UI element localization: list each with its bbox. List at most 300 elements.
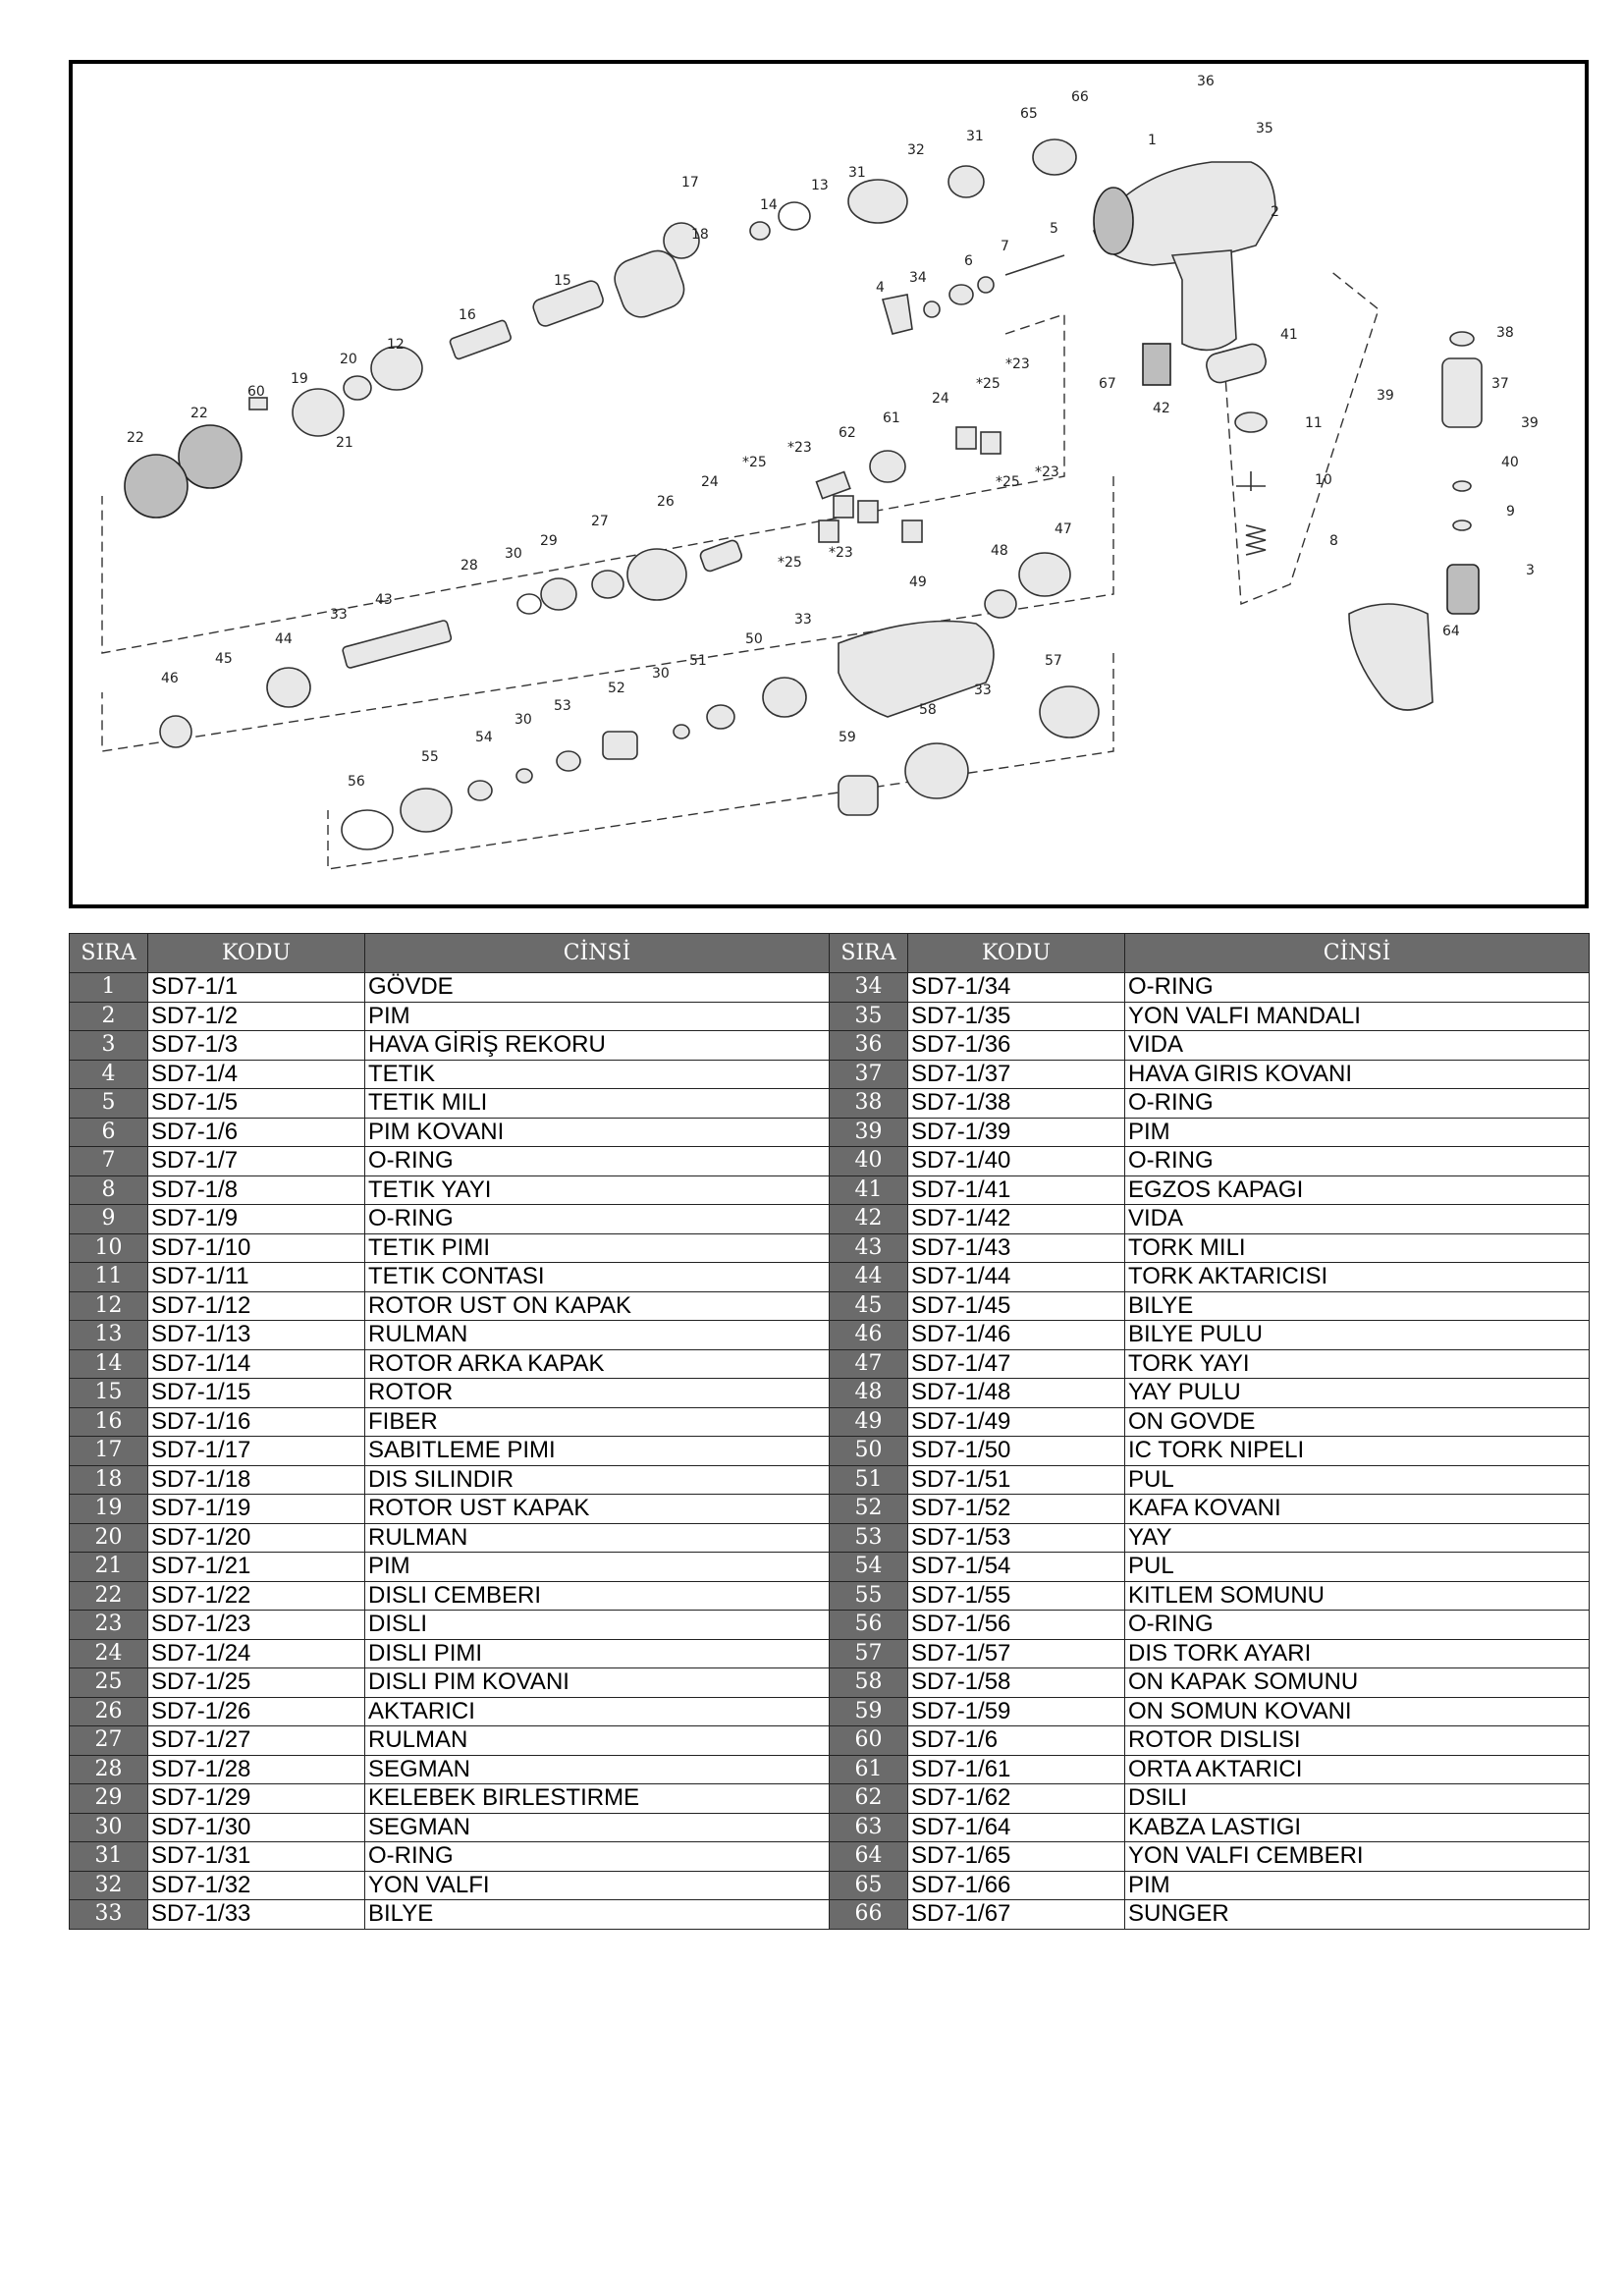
- part-no-cell-right: 66: [830, 1900, 908, 1930]
- callout-56: 56: [348, 774, 365, 790]
- callout-39a: 39: [1377, 388, 1394, 404]
- part-code-cell-left: SD7-1/31: [148, 1842, 365, 1872]
- part-no-cell-left: 28: [70, 1755, 148, 1784]
- part-no-cell-right: 55: [830, 1581, 908, 1611]
- callout-57: 57: [1045, 653, 1062, 669]
- housing-part: [1094, 162, 1275, 350]
- part-no-cell-left: 7: [70, 1147, 148, 1176]
- part-code-cell-right: SD7-1/34: [908, 973, 1125, 1003]
- table-row: [70, 1349, 1590, 1379]
- table-row: [70, 1407, 1590, 1437]
- part-no-cell-left: 12: [70, 1291, 148, 1321]
- callout-23d: *23: [829, 545, 853, 561]
- part-code-cell-right: SD7-1/41: [908, 1175, 1125, 1205]
- callout-5: 5: [1050, 221, 1058, 237]
- table-row: [70, 1813, 1590, 1842]
- callout-47: 47: [1055, 521, 1072, 537]
- part-name-cell-right: ON KAPAK SOMUNU: [1125, 1668, 1590, 1698]
- part-name-cell-left: PIM KOVANI: [365, 1118, 830, 1147]
- part-no-cell-left: 33: [70, 1900, 148, 1930]
- callout-54: 54: [475, 730, 493, 745]
- table-header-row: [70, 934, 1590, 973]
- table-row: [70, 1581, 1590, 1611]
- part-no-cell-left: 22: [70, 1581, 148, 1611]
- part-code-cell-left: SD7-1/14: [148, 1349, 365, 1379]
- table-row: [70, 1553, 1590, 1582]
- front-assembly-parts: [342, 553, 1099, 849]
- callout-15: 15: [554, 273, 571, 289]
- callout-28: 28: [460, 558, 478, 574]
- callout-4: 4: [876, 280, 885, 296]
- callout-6: 6: [964, 253, 973, 269]
- part-no-cell-left: 5: [70, 1089, 148, 1119]
- callout-48: 48: [991, 543, 1008, 559]
- part-code-cell-right: SD7-1/64: [908, 1813, 1125, 1842]
- part-name-cell-right: O-RING: [1125, 1089, 1590, 1119]
- part-name-cell-right: VIDA: [1125, 1031, 1590, 1061]
- part-no-cell-left: 20: [70, 1523, 148, 1553]
- part-no-cell-left: 16: [70, 1407, 148, 1437]
- callout-45: 45: [215, 651, 233, 667]
- part-code-cell-left: SD7-1/5: [148, 1089, 365, 1119]
- guide-line-upper: [102, 314, 1064, 653]
- part-no-cell-left: 9: [70, 1205, 148, 1234]
- part-code-cell-left: SD7-1/32: [148, 1871, 365, 1900]
- part-code-cell-left: SD7-1/8: [148, 1175, 365, 1205]
- part-code-cell-left: SD7-1/11: [148, 1263, 365, 1292]
- part-no-cell-right: 63: [830, 1813, 908, 1842]
- table-row: [70, 1495, 1590, 1524]
- callout-9: 9: [1506, 504, 1515, 519]
- part-code-cell-left: SD7-1/13: [148, 1321, 365, 1350]
- part-no-cell-right: 57: [830, 1639, 908, 1668]
- callout-60: 60: [247, 384, 265, 400]
- part-no-cell-left: 24: [70, 1639, 148, 1668]
- part-code-cell-left: SD7-1/19: [148, 1495, 365, 1524]
- callout-30c: 30: [514, 712, 532, 728]
- part-name-cell-right: EGZOS KAPAGI: [1125, 1175, 1590, 1205]
- part-name-cell-left: FIBER: [365, 1407, 830, 1437]
- part-no-cell-left: 17: [70, 1437, 148, 1466]
- part-code-cell-right: SD7-1/54: [908, 1553, 1125, 1582]
- part-code-cell-left: SD7-1/1: [148, 973, 365, 1003]
- table-row: [70, 1611, 1590, 1640]
- part-name-cell-right: KAFA KOVANI: [1125, 1495, 1590, 1524]
- part-no-cell-left: 8: [70, 1175, 148, 1205]
- part-no-cell-right: 62: [830, 1784, 908, 1814]
- part-code-cell-left: SD7-1/3: [148, 1031, 365, 1061]
- part-no-cell-right: 40: [830, 1147, 908, 1176]
- callout-27: 27: [591, 514, 609, 529]
- table-row: [70, 1379, 1590, 1408]
- part-code-cell-left: SD7-1/21: [148, 1553, 365, 1582]
- part-name-cell-right: O-RING: [1125, 1147, 1590, 1176]
- callout-26: 26: [657, 494, 675, 510]
- callout-44: 44: [275, 631, 293, 647]
- part-name-cell-left: RULMAN: [365, 1321, 830, 1350]
- part-no-cell-right: 46: [830, 1321, 908, 1350]
- table-row: [70, 1089, 1590, 1119]
- part-name-cell-right: YAY: [1125, 1523, 1590, 1553]
- part-name-cell-left: AKTARICI: [365, 1697, 830, 1726]
- part-no-cell-right: 41: [830, 1175, 908, 1205]
- callout-37: 37: [1491, 376, 1509, 392]
- part-code-cell-right: SD7-1/57: [908, 1639, 1125, 1668]
- callout-12: 12: [387, 337, 405, 353]
- callout-11: 11: [1305, 415, 1323, 431]
- part-no-cell-right: 42: [830, 1205, 908, 1234]
- part-code-cell-left: SD7-1/28: [148, 1755, 365, 1784]
- part-code-cell-right: SD7-1/40: [908, 1147, 1125, 1176]
- part-name-cell-left: DISLI: [365, 1611, 830, 1640]
- part-code-cell-left: SD7-1/18: [148, 1465, 365, 1495]
- part-code-cell-left: SD7-1/24: [148, 1639, 365, 1668]
- part-code-cell-right: SD7-1/38: [908, 1089, 1125, 1119]
- part-code-cell-right: SD7-1/46: [908, 1321, 1125, 1350]
- callout-24b: 24: [701, 474, 719, 490]
- header-cinsi-right: CİNSİ: [1125, 934, 1590, 973]
- part-no-cell-right: 52: [830, 1495, 908, 1524]
- part-name-cell-right: YAY PULU: [1125, 1379, 1590, 1408]
- part-name-cell-left: TETIK: [365, 1060, 830, 1089]
- table-row: [70, 1031, 1590, 1061]
- part-code-cell-right: SD7-1/55: [908, 1581, 1125, 1611]
- callout-67: 67: [1099, 376, 1116, 392]
- part-code-cell-left: SD7-1/26: [148, 1697, 365, 1726]
- part-no-cell-right: 59: [830, 1697, 908, 1726]
- callout-43: 43: [375, 592, 393, 608]
- part-code-cell-left: SD7-1/15: [148, 1379, 365, 1408]
- part-no-cell-left: 23: [70, 1611, 148, 1640]
- part-name-cell-left: ROTOR UST KAPAK: [365, 1495, 830, 1524]
- callout-34: 34: [909, 270, 927, 286]
- callout-50: 50: [745, 631, 763, 647]
- part-code-cell-left: SD7-1/6: [148, 1118, 365, 1147]
- callout-46: 46: [161, 671, 179, 686]
- part-code-cell-right: SD7-1/6: [908, 1726, 1125, 1756]
- callout-35: 35: [1256, 121, 1273, 137]
- callout-58: 58: [919, 702, 937, 718]
- callout-20: 20: [340, 352, 357, 367]
- callout-51: 51: [689, 653, 707, 669]
- part-name-cell-left: TETIK MILI: [365, 1089, 830, 1119]
- part-no-cell-left: 18: [70, 1465, 148, 1495]
- part-name-cell-right: KABZA LASTIGI: [1125, 1813, 1590, 1842]
- header-kodu-right: KODU: [908, 934, 1125, 973]
- callout-32: 32: [907, 142, 925, 158]
- part-name-cell-left: TETIK PIMI: [365, 1233, 830, 1263]
- part-no-cell-left: 31: [70, 1842, 148, 1872]
- callout-25d: *25: [778, 555, 802, 571]
- part-code-cell-right: SD7-1/65: [908, 1842, 1125, 1872]
- part-name-cell-left: O-RING: [365, 1205, 830, 1234]
- part-name-cell-left: SABITLEME PIMI: [365, 1437, 830, 1466]
- part-code-cell-right: SD7-1/42: [908, 1205, 1125, 1234]
- table-row: [70, 1755, 1590, 1784]
- table-row: [70, 1523, 1590, 1553]
- callout-3: 3: [1526, 563, 1535, 578]
- part-no-cell-left: 27: [70, 1726, 148, 1756]
- part-code-cell-right: SD7-1/45: [908, 1291, 1125, 1321]
- guide-line-lower: [328, 653, 1113, 869]
- part-code-cell-right: SD7-1/44: [908, 1263, 1125, 1292]
- part-name-cell-right: ROTOR DISLISI: [1125, 1726, 1590, 1756]
- callout-16: 16: [459, 307, 476, 323]
- part-code-cell-left: SD7-1/16: [148, 1407, 365, 1437]
- part-code-cell-left: SD7-1/23: [148, 1611, 365, 1640]
- part-no-cell-right: 54: [830, 1553, 908, 1582]
- part-code-cell-right: SD7-1/66: [908, 1871, 1125, 1900]
- part-no-cell-right: 43: [830, 1233, 908, 1263]
- part-name-cell-left: RULMAN: [365, 1523, 830, 1553]
- part-name-cell-right: VIDA: [1125, 1205, 1590, 1234]
- part-name-cell-right: PIM: [1125, 1871, 1590, 1900]
- part-name-cell-right: TORK YAYI: [1125, 1349, 1590, 1379]
- callout-10: 10: [1315, 472, 1332, 488]
- part-name-cell-right: KITLEM SOMUNU: [1125, 1581, 1590, 1611]
- part-name-cell-right: TORK MILI: [1125, 1233, 1590, 1263]
- part-no-cell-right: 37: [830, 1060, 908, 1089]
- part-name-cell-left: TETIK YAYI: [365, 1175, 830, 1205]
- part-no-cell-right: 50: [830, 1437, 908, 1466]
- part-no-cell-left: 32: [70, 1871, 148, 1900]
- part-no-cell-left: 30: [70, 1813, 148, 1842]
- table-row: [70, 1871, 1590, 1900]
- part-name-cell-left: DISLI PIM KOVANI: [365, 1668, 830, 1698]
- part-no-cell-left: 6: [70, 1118, 148, 1147]
- part-no-cell-left: 26: [70, 1697, 148, 1726]
- part-code-cell-right: SD7-1/50: [908, 1437, 1125, 1466]
- callout-33b: 33: [794, 612, 812, 628]
- part-name-cell-left: GÖVDE: [365, 973, 830, 1003]
- callout-17: 17: [681, 175, 699, 191]
- part-code-cell-right: SD7-1/36: [908, 1031, 1125, 1061]
- callout-36: 36: [1197, 74, 1215, 89]
- callout-31b: 31: [848, 165, 866, 181]
- part-name-cell-right: BILYE PULU: [1125, 1321, 1590, 1350]
- part-name-cell-right: SUNGER: [1125, 1900, 1590, 1930]
- table-row: [70, 1437, 1590, 1466]
- callout-14: 14: [760, 197, 778, 213]
- table-row: [70, 973, 1590, 1003]
- part-name-cell-left: DISLI CEMBERI: [365, 1581, 830, 1611]
- part-name-cell-right: IC TORK NIPELI: [1125, 1437, 1590, 1466]
- part-name-cell-left: SEGMAN: [365, 1755, 830, 1784]
- part-code-cell-right: SD7-1/43: [908, 1233, 1125, 1263]
- callout-23b: *23: [787, 440, 812, 456]
- part-name-cell-left: PIM: [365, 1553, 830, 1582]
- callout-55: 55: [421, 749, 439, 765]
- part-name-cell-left: PIM: [365, 1002, 830, 1031]
- part-code-cell-right: SD7-1/39: [908, 1118, 1125, 1147]
- part-code-cell-left: SD7-1/7: [148, 1147, 365, 1176]
- table-row: [70, 1639, 1590, 1668]
- part-name-cell-right: YON VALFI CEMBERI: [1125, 1842, 1590, 1872]
- callout-62: 62: [839, 425, 856, 441]
- callout-labels: [127, 74, 1539, 790]
- callout-38: 38: [1496, 325, 1514, 341]
- callout-22b: 22: [127, 430, 144, 446]
- part-code-cell-left: SD7-1/10: [148, 1233, 365, 1263]
- callout-30a: 30: [505, 546, 522, 562]
- callout-41: 41: [1280, 327, 1298, 343]
- upper-row-parts: [125, 139, 1076, 518]
- part-name-cell-right: PIM: [1125, 1118, 1590, 1147]
- part-no-cell-right: 38: [830, 1089, 908, 1119]
- part-name-cell-right: BILYE: [1125, 1291, 1590, 1321]
- part-no-cell-right: 56: [830, 1611, 908, 1640]
- callout-21: 21: [336, 435, 353, 451]
- table-row: [70, 1060, 1590, 1089]
- part-no-cell-right: 51: [830, 1465, 908, 1495]
- part-name-cell-right: DSILI: [1125, 1784, 1590, 1814]
- part-no-cell-right: 44: [830, 1263, 908, 1292]
- part-code-cell-right: SD7-1/62: [908, 1784, 1125, 1814]
- callout-1: 1: [1148, 133, 1157, 148]
- part-code-cell-right: SD7-1/37: [908, 1060, 1125, 1089]
- callout-22a: 22: [190, 406, 208, 421]
- header-sira-right: SIRA: [830, 934, 908, 973]
- part-no-cell-left: 3: [70, 1031, 148, 1061]
- part-code-cell-left: SD7-1/9: [148, 1205, 365, 1234]
- callout-52: 52: [608, 681, 625, 696]
- part-no-cell-right: 34: [830, 973, 908, 1003]
- table-row: [70, 1291, 1590, 1321]
- table-row: [70, 1842, 1590, 1872]
- part-no-cell-left: 13: [70, 1321, 148, 1350]
- part-name-cell-left: YON VALFI: [365, 1871, 830, 1900]
- part-no-cell-right: 61: [830, 1755, 908, 1784]
- callout-42: 42: [1153, 401, 1170, 416]
- table-row: [70, 1002, 1590, 1031]
- part-name-cell-right: O-RING: [1125, 973, 1590, 1003]
- callout-24a: 24: [932, 391, 949, 407]
- part-name-cell-left: O-RING: [365, 1147, 830, 1176]
- part-code-cell-right: SD7-1/49: [908, 1407, 1125, 1437]
- part-name-cell-left: DIS SILINDIR: [365, 1465, 830, 1495]
- part-no-cell-left: 14: [70, 1349, 148, 1379]
- part-name-cell-right: DIS TORK AYARI: [1125, 1639, 1590, 1668]
- table-row: [70, 1697, 1590, 1726]
- part-no-cell-right: 36: [830, 1031, 908, 1061]
- part-no-cell-right: 58: [830, 1668, 908, 1698]
- table-row: [70, 1263, 1590, 1292]
- diagram-drawing: [73, 64, 1589, 908]
- table-row: [70, 1147, 1590, 1176]
- guide-line-grip: [1221, 270, 1379, 604]
- part-no-cell-left: 25: [70, 1668, 148, 1698]
- part-code-cell-left: SD7-1/12: [148, 1291, 365, 1321]
- part-name-cell-left: O-RING: [365, 1842, 830, 1872]
- callout-18: 18: [691, 227, 709, 243]
- part-code-cell-left: SD7-1/17: [148, 1437, 365, 1466]
- part-name-cell-left: DISLI PIMI: [365, 1639, 830, 1668]
- part-code-cell-left: SD7-1/25: [148, 1668, 365, 1698]
- callout-53: 53: [554, 698, 571, 714]
- part-name-cell-left: KELEBEK BIRLESTIRME: [365, 1784, 830, 1814]
- callout-7: 7: [1001, 239, 1009, 254]
- callout-19: 19: [291, 371, 308, 387]
- callout-40: 40: [1501, 455, 1519, 470]
- part-name-cell-right: PUL: [1125, 1465, 1590, 1495]
- callout-29: 29: [540, 533, 558, 549]
- part-no-cell-left: 21: [70, 1553, 148, 1582]
- part-no-cell-right: 49: [830, 1407, 908, 1437]
- part-no-cell-right: 35: [830, 1002, 908, 1031]
- part-no-cell-right: 64: [830, 1842, 908, 1872]
- part-no-cell-right: 60: [830, 1726, 908, 1756]
- parts-table-body: [70, 973, 1590, 1930]
- part-name-cell-right: ON GOVDE: [1125, 1407, 1590, 1437]
- part-code-cell-right: SD7-1/67: [908, 1900, 1125, 1930]
- part-code-cell-right: SD7-1/47: [908, 1349, 1125, 1379]
- part-code-cell-left: SD7-1/29: [148, 1784, 365, 1814]
- table-row: [70, 1465, 1590, 1495]
- callout-31a: 31: [966, 129, 984, 144]
- table-row: [70, 1726, 1590, 1756]
- header-sira-left: SIRA: [70, 934, 148, 973]
- part-no-cell-right: 48: [830, 1379, 908, 1408]
- callout-59: 59: [839, 730, 856, 745]
- callout-25a: *25: [976, 376, 1001, 392]
- callout-66: 66: [1071, 89, 1089, 105]
- table-row: [70, 1900, 1590, 1930]
- callout-61: 61: [883, 410, 900, 426]
- part-no-cell-left: 11: [70, 1263, 148, 1292]
- part-code-cell-right: SD7-1/51: [908, 1465, 1125, 1495]
- part-no-cell-right: 45: [830, 1291, 908, 1321]
- callout-8: 8: [1329, 533, 1338, 549]
- part-code-cell-left: SD7-1/27: [148, 1726, 365, 1756]
- part-name-cell-left: ROTOR ARKA KAPAK: [365, 1349, 830, 1379]
- part-name-cell-right: YON VALFI MANDALI: [1125, 1002, 1590, 1031]
- part-code-cell-right: SD7-1/52: [908, 1495, 1125, 1524]
- part-code-cell-right: SD7-1/61: [908, 1755, 1125, 1784]
- part-code-cell-right: SD7-1/53: [908, 1523, 1125, 1553]
- part-no-cell-left: 10: [70, 1233, 148, 1263]
- callout-25c: *25: [996, 474, 1020, 490]
- part-name-cell-right: O-RING: [1125, 1611, 1590, 1640]
- callout-33a: 33: [330, 607, 348, 623]
- part-name-cell-left: TETIK CONTASI: [365, 1263, 830, 1292]
- callout-30b: 30: [652, 666, 670, 682]
- part-name-cell-left: RULMAN: [365, 1726, 830, 1756]
- table-row: [70, 1205, 1590, 1234]
- air-inlet-parts: [1349, 332, 1482, 710]
- part-code-cell-right: SD7-1/56: [908, 1611, 1125, 1640]
- table-row: [70, 1233, 1590, 1263]
- part-code-cell-right: SD7-1/35: [908, 1002, 1125, 1031]
- part-code-cell-left: SD7-1/4: [148, 1060, 365, 1089]
- callout-13: 13: [811, 178, 829, 193]
- part-no-cell-right: 39: [830, 1118, 908, 1147]
- part-name-cell-left: ROTOR: [365, 1379, 830, 1408]
- part-no-cell-left: 2: [70, 1002, 148, 1031]
- part-code-cell-right: SD7-1/58: [908, 1668, 1125, 1698]
- header-cinsi-left: CİNSİ: [365, 934, 830, 973]
- part-code-cell-left: SD7-1/33: [148, 1900, 365, 1930]
- part-code-cell-left: SD7-1/2: [148, 1002, 365, 1031]
- table-row: [70, 1784, 1590, 1814]
- part-code-cell-right: SD7-1/59: [908, 1697, 1125, 1726]
- part-name-cell-right: TORK AKTARICISI: [1125, 1263, 1590, 1292]
- part-code-cell-left: SD7-1/20: [148, 1523, 365, 1553]
- part-name-cell-left: HAVA GİRİŞ REKORU: [365, 1031, 830, 1061]
- header-kodu-left: KODU: [148, 934, 365, 973]
- part-no-cell-left: 4: [70, 1060, 148, 1089]
- table-row: [70, 1668, 1590, 1698]
- table-row: [70, 1175, 1590, 1205]
